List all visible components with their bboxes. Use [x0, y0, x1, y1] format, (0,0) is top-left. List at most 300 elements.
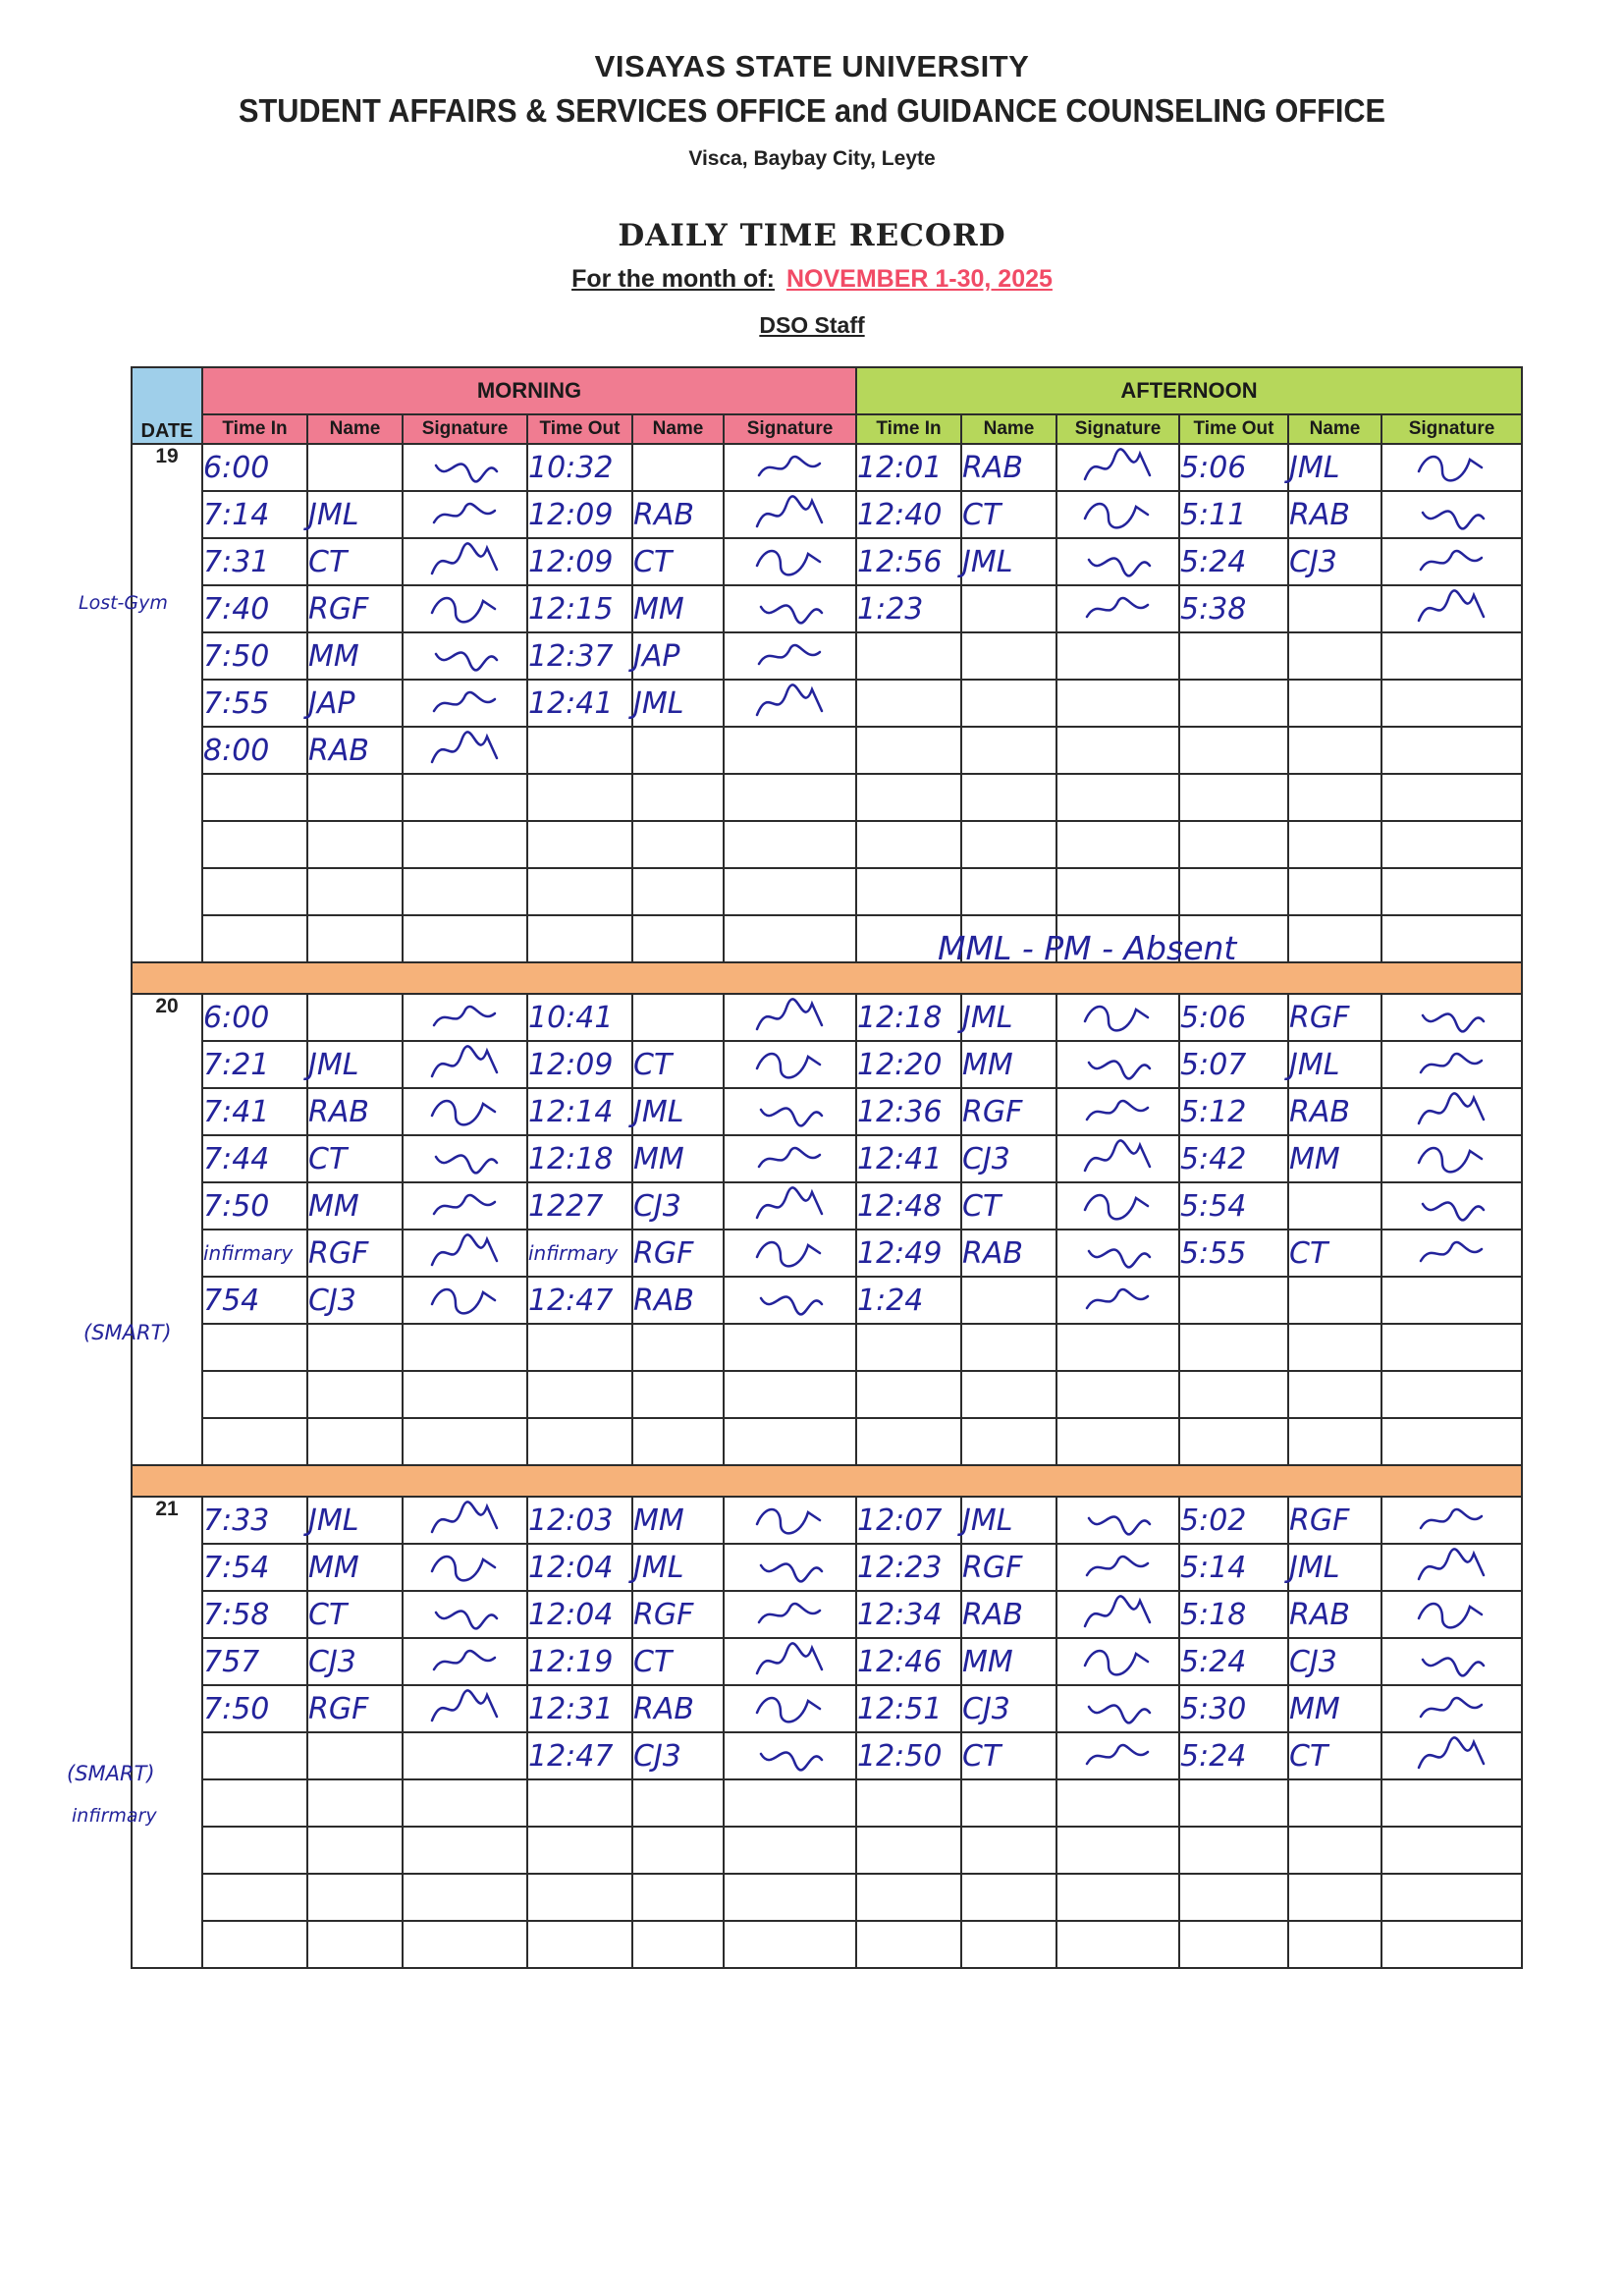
- signature-cell: [1056, 1827, 1179, 1874]
- signature-cell: [724, 1324, 856, 1371]
- name-cell: CT: [1288, 1732, 1381, 1779]
- name-cell: JAP: [307, 680, 403, 727]
- signature-cell: [403, 1874, 527, 1921]
- handwritten-signature: [426, 1687, 505, 1730]
- time-cell: 12:20: [856, 1041, 961, 1088]
- table-row: [132, 538, 1522, 585]
- table-row: [132, 632, 1522, 680]
- signature-cell: [403, 1277, 527, 1324]
- table-row: [132, 727, 1522, 774]
- time-cell: 7:50: [202, 1182, 307, 1230]
- time-cell: [856, 1324, 961, 1371]
- column-header: Signature: [1056, 414, 1179, 444]
- name-cell: MM: [1288, 1135, 1381, 1182]
- column-header: Name: [307, 414, 403, 444]
- table-row: [132, 1324, 1522, 1371]
- signature-cell: [1381, 1324, 1522, 1371]
- handwritten-signature: [751, 1043, 830, 1086]
- name-cell: [632, 821, 724, 868]
- name-cell: RAB: [1288, 491, 1381, 538]
- signature-cell: [1056, 1041, 1179, 1088]
- time-cell: 12:15: [527, 585, 632, 632]
- time-cell: [202, 1371, 307, 1418]
- signature-cell: [1056, 774, 1179, 821]
- signature-cell: [1381, 1277, 1522, 1324]
- university-name: VISAYAS STATE UNIVERSITY: [594, 49, 1030, 83]
- time-cell: [856, 821, 961, 868]
- column-header: Time In: [856, 414, 961, 444]
- signature-cell: [403, 1685, 527, 1732]
- handwritten-signature: [751, 1279, 830, 1322]
- name-cell: [961, 1418, 1056, 1465]
- smart-note: (SMART): [67, 1762, 155, 1785]
- time-cell: 7:21: [202, 1041, 307, 1088]
- lost-gym-note: Lost-Gym: [79, 592, 168, 614]
- handwritten-signature: [426, 729, 505, 772]
- column-header: Signature: [724, 414, 856, 444]
- handwritten-signature: [751, 1640, 830, 1683]
- signature-cell: [1381, 1827, 1522, 1874]
- time-cell: 12:47: [527, 1732, 632, 1779]
- month-label: For the month of:: [571, 265, 775, 293]
- time-record-table: [131, 366, 1523, 1969]
- name-cell: [307, 444, 403, 491]
- table-row: [132, 680, 1522, 727]
- absence-note: MML - PM - Absent: [938, 929, 1237, 967]
- time-cell: 5:07: [1179, 1041, 1288, 1088]
- signature-cell: [1056, 491, 1179, 538]
- handwritten-signature: [426, 996, 505, 1039]
- signature-cell: [1056, 1088, 1179, 1135]
- table-row: [132, 1088, 1522, 1135]
- table-row: [132, 1779, 1522, 1827]
- name-cell: [307, 868, 403, 915]
- time-cell: 12:40: [856, 491, 961, 538]
- handwritten-signature: [1413, 1640, 1491, 1683]
- name-cell: [961, 632, 1056, 680]
- name-cell: [632, 868, 724, 915]
- signature-cell: [724, 1874, 856, 1921]
- office-address: Visca, Baybay City, Leyte: [688, 147, 936, 170]
- signature-cell: [1056, 868, 1179, 915]
- column-header: Time In: [202, 414, 307, 444]
- signature-cell: [403, 915, 527, 962]
- signature-cell: [1056, 1591, 1179, 1638]
- signature-cell: [724, 1371, 856, 1418]
- handwritten-signature: [1079, 1231, 1158, 1275]
- table-row: [132, 1921, 1522, 1968]
- signature-cell: [1381, 491, 1522, 538]
- signature-cell: [403, 538, 527, 585]
- time-cell: [856, 1874, 961, 1921]
- name-cell: RAB: [1288, 1088, 1381, 1135]
- time-cell: 12:23: [856, 1544, 961, 1591]
- name-cell: MM: [1288, 1685, 1381, 1732]
- name-cell: [1288, 821, 1381, 868]
- signature-cell: [1056, 1497, 1179, 1544]
- signature-cell: [1381, 1544, 1522, 1591]
- signature-cell: [403, 632, 527, 680]
- name-cell: CJ3: [961, 1135, 1056, 1182]
- signature-cell: [1381, 632, 1522, 680]
- time-cell: [202, 1827, 307, 1874]
- time-cell: 12:41: [856, 1135, 961, 1182]
- name-cell: RGF: [307, 585, 403, 632]
- name-cell: [961, 727, 1056, 774]
- time-cell: 7:40: [202, 585, 307, 632]
- handwritten-signature: [426, 1137, 505, 1180]
- table-row: [132, 585, 1522, 632]
- table-row: [132, 1277, 1522, 1324]
- handwritten-signature: [751, 1184, 830, 1228]
- name-cell: [961, 774, 1056, 821]
- table-row: [132, 1874, 1522, 1921]
- handwritten-signature: [426, 1279, 505, 1322]
- table-row: [132, 1041, 1522, 1088]
- time-cell: [527, 1921, 632, 1968]
- time-cell: 5:12: [1179, 1088, 1288, 1135]
- time-cell: 12:37: [527, 632, 632, 680]
- time-cell: 7:50: [202, 632, 307, 680]
- handwritten-signature: [751, 1090, 830, 1133]
- time-cell: [202, 1874, 307, 1921]
- name-cell: RAB: [1288, 1591, 1381, 1638]
- name-cell: RGF: [961, 1544, 1056, 1591]
- smart-note: (SMART): [83, 1321, 172, 1344]
- time-cell: 5:14: [1179, 1544, 1288, 1591]
- name-cell: [1288, 680, 1381, 727]
- time-cell: 12:18: [856, 994, 961, 1041]
- column-header: Time Out: [1179, 414, 1288, 444]
- signature-cell: [1381, 444, 1522, 491]
- handwritten-signature: [426, 540, 505, 583]
- signature-cell: [724, 491, 856, 538]
- handwritten-signature: [426, 1593, 505, 1636]
- signature-cell: [724, 915, 856, 962]
- signature-cell: [724, 1041, 856, 1088]
- signature-cell: [724, 868, 856, 915]
- name-cell: [1288, 632, 1381, 680]
- handwritten-signature: [751, 587, 830, 630]
- name-cell: RGF: [1288, 1497, 1381, 1544]
- signature-cell: [403, 1638, 527, 1685]
- time-cell: [1179, 821, 1288, 868]
- name-cell: [632, 1827, 724, 1874]
- signature-cell: [1056, 994, 1179, 1041]
- name-cell: [1288, 1371, 1381, 1418]
- signature-cell: [403, 821, 527, 868]
- table-row: [132, 774, 1522, 821]
- signature-cell: [403, 1732, 527, 1779]
- signature-cell: [1381, 868, 1522, 915]
- time-cell: 754: [202, 1277, 307, 1324]
- name-cell: [307, 1874, 403, 1921]
- name-cell: CJ3: [961, 1685, 1056, 1732]
- signature-cell: [724, 1827, 856, 1874]
- table-row: [132, 821, 1522, 868]
- infirmary-note: infirmary: [72, 1805, 157, 1827]
- signature-cell: [724, 1135, 856, 1182]
- handwritten-signature: [426, 1184, 505, 1228]
- name-cell: MM: [307, 1544, 403, 1591]
- time-cell: 12:09: [527, 1041, 632, 1088]
- signature-cell: [724, 1418, 856, 1465]
- name-cell: CT: [307, 538, 403, 585]
- signature-cell: [403, 1230, 527, 1277]
- time-cell: [1179, 868, 1288, 915]
- signature-cell: [724, 538, 856, 585]
- document-title: DAILY TIME RECORD: [618, 218, 1006, 253]
- signature-cell: [724, 1638, 856, 1685]
- name-cell: [1288, 1182, 1381, 1230]
- signature-cell: [1381, 774, 1522, 821]
- date-cell: 20: [132, 994, 202, 1465]
- signature-cell: [403, 1041, 527, 1088]
- separator-cell: [132, 1465, 1522, 1497]
- signature-cell: [403, 444, 527, 491]
- time-cell: [1179, 1921, 1288, 1968]
- handwritten-signature: [751, 1231, 830, 1275]
- name-cell: [1288, 915, 1381, 962]
- time-cell: [1179, 1779, 1288, 1827]
- name-cell: JML: [1288, 444, 1381, 491]
- name-cell: [632, 1921, 724, 1968]
- signature-cell: [1381, 1182, 1522, 1230]
- signature-cell: [1381, 1921, 1522, 1968]
- time-cell: 12:47: [527, 1277, 632, 1324]
- month-value: NOVEMBER 1-30, 2025: [785, 265, 1053, 293]
- name-cell: MM: [632, 585, 724, 632]
- time-cell: [202, 1921, 307, 1968]
- handwritten-signature: [1413, 540, 1491, 583]
- name-cell: [307, 994, 403, 1041]
- name-cell: [961, 821, 1056, 868]
- signature-cell: [724, 727, 856, 774]
- time-cell: [1179, 680, 1288, 727]
- signature-cell: [724, 1779, 856, 1827]
- time-cell: 1:23: [856, 585, 961, 632]
- signature-cell: [403, 1324, 527, 1371]
- signature-cell: [403, 727, 527, 774]
- name-cell: [1288, 868, 1381, 915]
- handwritten-signature: [426, 1546, 505, 1589]
- table-row: [132, 1638, 1522, 1685]
- handwritten-signature: [1413, 1546, 1491, 1589]
- table-row: [132, 1371, 1522, 1418]
- name-cell: [632, 915, 724, 962]
- time-cell: [202, 1779, 307, 1827]
- signature-cell: [403, 1371, 527, 1418]
- signature-cell: [1056, 538, 1179, 585]
- signature-cell: [1381, 1041, 1522, 1088]
- signature-cell: [1381, 538, 1522, 585]
- handwritten-signature: [426, 493, 505, 536]
- signature-cell: [724, 1088, 856, 1135]
- date-cell: 21: [132, 1497, 202, 1968]
- table-row: [132, 1418, 1522, 1465]
- time-cell: 1227: [527, 1182, 632, 1230]
- name-cell: [1288, 1418, 1381, 1465]
- name-cell: RAB: [961, 1230, 1056, 1277]
- time-cell: 12:19: [527, 1638, 632, 1685]
- name-cell: MM: [961, 1638, 1056, 1685]
- signature-cell: [403, 1135, 527, 1182]
- time-cell: [202, 915, 307, 962]
- signature-cell: [724, 821, 856, 868]
- signature-cell: [1381, 1732, 1522, 1779]
- time-cell: 12:49: [856, 1230, 961, 1277]
- time-cell: [527, 821, 632, 868]
- time-cell: 12:03: [527, 1497, 632, 1544]
- name-cell: [961, 1324, 1056, 1371]
- signature-cell: [724, 680, 856, 727]
- name-cell: CJ3: [632, 1182, 724, 1230]
- name-cell: CJ3: [1288, 538, 1381, 585]
- name-cell: JML: [632, 1088, 724, 1135]
- table-row: [132, 1544, 1522, 1591]
- name-cell: RGF: [1288, 994, 1381, 1041]
- time-cell: 7:55: [202, 680, 307, 727]
- signature-cell: [1381, 821, 1522, 868]
- handwritten-signature: [1413, 1184, 1491, 1228]
- time-cell: infirmary: [202, 1230, 307, 1277]
- name-cell: [632, 1874, 724, 1921]
- name-cell: [307, 1779, 403, 1827]
- name-cell: [632, 444, 724, 491]
- name-cell: CJ3: [307, 1277, 403, 1324]
- time-cell: 8:00: [202, 727, 307, 774]
- signature-cell: [1056, 1277, 1179, 1324]
- time-cell: 5:54: [1179, 1182, 1288, 1230]
- time-cell: [202, 868, 307, 915]
- signature-cell: [1056, 1371, 1179, 1418]
- name-cell: JML: [1288, 1041, 1381, 1088]
- signature-cell: [724, 1497, 856, 1544]
- signature-cell: [1056, 1874, 1179, 1921]
- signature-cell: [1381, 1779, 1522, 1827]
- name-cell: JML: [961, 538, 1056, 585]
- name-cell: RAB: [961, 444, 1056, 491]
- name-cell: [307, 1324, 403, 1371]
- signature-cell: [1381, 1591, 1522, 1638]
- time-cell: 6:00: [202, 444, 307, 491]
- time-cell: 7:44: [202, 1135, 307, 1182]
- time-cell: [856, 680, 961, 727]
- time-cell: 12:34: [856, 1591, 961, 1638]
- time-cell: [527, 1418, 632, 1465]
- handwritten-signature: [426, 587, 505, 630]
- handwritten-signature: [1413, 1687, 1491, 1730]
- time-cell: 5:11: [1179, 491, 1288, 538]
- time-cell: [856, 727, 961, 774]
- time-cell: 5:02: [1179, 1497, 1288, 1544]
- signature-cell: [724, 1277, 856, 1324]
- name-cell: RGF: [632, 1591, 724, 1638]
- time-cell: 7:54: [202, 1544, 307, 1591]
- name-cell: CT: [307, 1135, 403, 1182]
- name-cell: [632, 1371, 724, 1418]
- handwritten-signature: [751, 493, 830, 536]
- time-cell: [1179, 727, 1288, 774]
- name-cell: [307, 1371, 403, 1418]
- signature-cell: [403, 1591, 527, 1638]
- signature-cell: [403, 1921, 527, 1968]
- column-header: Name: [961, 414, 1056, 444]
- time-cell: [856, 1418, 961, 1465]
- name-cell: MM: [961, 1041, 1056, 1088]
- name-cell: [961, 868, 1056, 915]
- name-cell: [632, 727, 724, 774]
- signature-cell: [1056, 1921, 1179, 1968]
- separator-cell: [132, 962, 1522, 994]
- name-cell: [961, 1921, 1056, 1968]
- time-cell: [856, 1827, 961, 1874]
- handwritten-signature: [1079, 1499, 1158, 1542]
- day-separator: [132, 962, 1522, 994]
- handwritten-signature: [751, 1137, 830, 1180]
- name-cell: RGF: [961, 1088, 1056, 1135]
- name-cell: [307, 915, 403, 962]
- time-cell: 5:30: [1179, 1685, 1288, 1732]
- signature-cell: [1381, 1685, 1522, 1732]
- month-line: [0, 265, 1624, 294]
- signature-cell: [1381, 680, 1522, 727]
- name-cell: JML: [961, 994, 1056, 1041]
- time-cell: [1179, 1277, 1288, 1324]
- handwritten-signature: [1079, 1687, 1158, 1730]
- time-cell: [527, 1371, 632, 1418]
- signature-cell: [1056, 1544, 1179, 1591]
- handwritten-signature: [1079, 493, 1158, 536]
- name-cell: JML: [1288, 1544, 1381, 1591]
- signature-cell: [403, 774, 527, 821]
- signature-cell: [724, 632, 856, 680]
- signature-cell: [724, 994, 856, 1041]
- signature-cell: [1381, 1371, 1522, 1418]
- signature-cell: [403, 994, 527, 1041]
- time-cell: 7:33: [202, 1497, 307, 1544]
- time-cell: [527, 1827, 632, 1874]
- signature-cell: [403, 1779, 527, 1827]
- signature-cell: [1381, 1418, 1522, 1465]
- date-column-header: DATE: [132, 367, 202, 444]
- time-cell: 12:04: [527, 1544, 632, 1591]
- handwritten-signature: [1079, 1279, 1158, 1322]
- handwritten-signature: [751, 634, 830, 678]
- signature-cell: [403, 491, 527, 538]
- handwritten-signature: [1079, 1546, 1158, 1589]
- handwritten-signature: [1079, 446, 1158, 489]
- signature-cell: [403, 1827, 527, 1874]
- date-cell: 19: [132, 444, 202, 962]
- signature-cell: [403, 680, 527, 727]
- name-cell: [961, 585, 1056, 632]
- column-header: Name: [632, 414, 724, 444]
- table-row: [132, 994, 1522, 1041]
- signature-cell: [1381, 727, 1522, 774]
- signature-cell: [1056, 1779, 1179, 1827]
- handwritten-signature: [1413, 996, 1491, 1039]
- handwritten-signature: [1079, 1734, 1158, 1777]
- name-cell: CJ3: [307, 1638, 403, 1685]
- time-cell: 12:46: [856, 1638, 961, 1685]
- time-cell: [1179, 1874, 1288, 1921]
- name-cell: CJ3: [632, 1732, 724, 1779]
- handwritten-signature: [751, 1593, 830, 1636]
- signature-cell: [1056, 444, 1179, 491]
- name-cell: JML: [632, 680, 724, 727]
- handwritten-signature: [1413, 1499, 1491, 1542]
